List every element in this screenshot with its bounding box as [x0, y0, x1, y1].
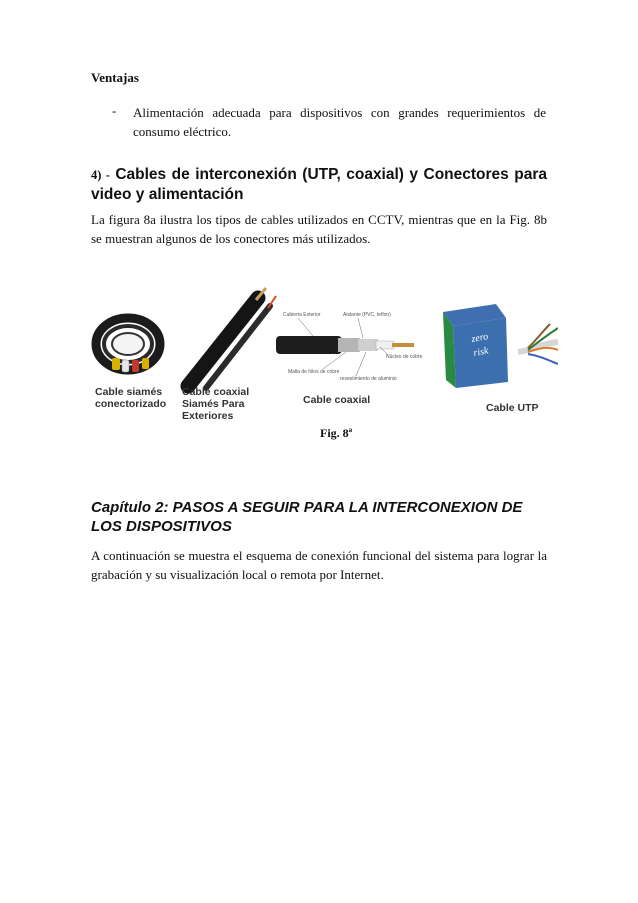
siamese-coax-exterior-image — [188, 288, 276, 388]
coax-part-cubierta: Cubierta Exterior — [283, 312, 321, 318]
utp-box-brand-line2: risk — [472, 345, 490, 359]
ventajas-bullet-text: Alimentación adecuada para dispositivos con grandes requerimientos de consumo eléctrico. — [133, 105, 546, 139]
section-4-title: Cables de interconexión (UTP, coaxial) y Conectores para video y alimentación — [91, 166, 547, 203]
figure-cables-illustration — [88, 284, 558, 394]
paragraph-connection-scheme: A continuación se muestra el esquema de conexión funcional del sistema para lograr la grabación y su visualización local o remota por Internet. — [91, 548, 547, 582]
ventajas-heading: Ventajas — [91, 70, 139, 85]
label-coax-ext-line1: Cable coaxial — [182, 386, 250, 398]
bullet-dash: - — [112, 103, 117, 118]
coax-cable-image — [276, 336, 414, 354]
section-4-number: 4) - — [91, 168, 110, 182]
paragraph-cables-intro: La figura 8a ilustra los tipos de cables utilizados en CCTV, mientras que en la Fig. 8b se muestran algunos de los conectores más utilizados. — [91, 212, 547, 246]
label-cable-coaxial-exterior — [182, 386, 249, 422]
siamese-cable-coil-image — [96, 318, 160, 372]
coax-part-nucleo: Núcleo de cobre — [386, 354, 423, 360]
utp-box-brand-line1: zero — [470, 331, 490, 345]
utp-cable-box-image — [443, 304, 558, 388]
coax-part-revestimiento: revestimiento de aluminio — [340, 376, 397, 382]
label-cable-coaxial: Cable coaxial — [303, 394, 371, 406]
label-cable-utp: Cable UTP — [486, 402, 539, 414]
coax-part-malla: Malla de hilos de cobre — [288, 369, 340, 375]
label-cable-siames — [95, 386, 166, 410]
label-cable-siames-line2: conectorizado — [95, 398, 167, 410]
figure-caption: Fig. 8ª — [320, 426, 353, 440]
chapter-2-title: Capítulo 2: PASOS A SEGUIR PARA LA INTERCONEXION DE LOS DISPOSITIVOS — [91, 499, 523, 535]
label-coax-ext-line3: Exteriores — [182, 410, 234, 422]
section-4-heading — [91, 165, 547, 204]
label-coax-ext-line2: Siamés Para — [182, 398, 245, 410]
figure-cables — [88, 284, 558, 434]
label-cable-siames-line1: Cable siamés — [95, 386, 163, 398]
coax-part-aislante: Aislante (PVC, teflon) — [343, 312, 391, 318]
